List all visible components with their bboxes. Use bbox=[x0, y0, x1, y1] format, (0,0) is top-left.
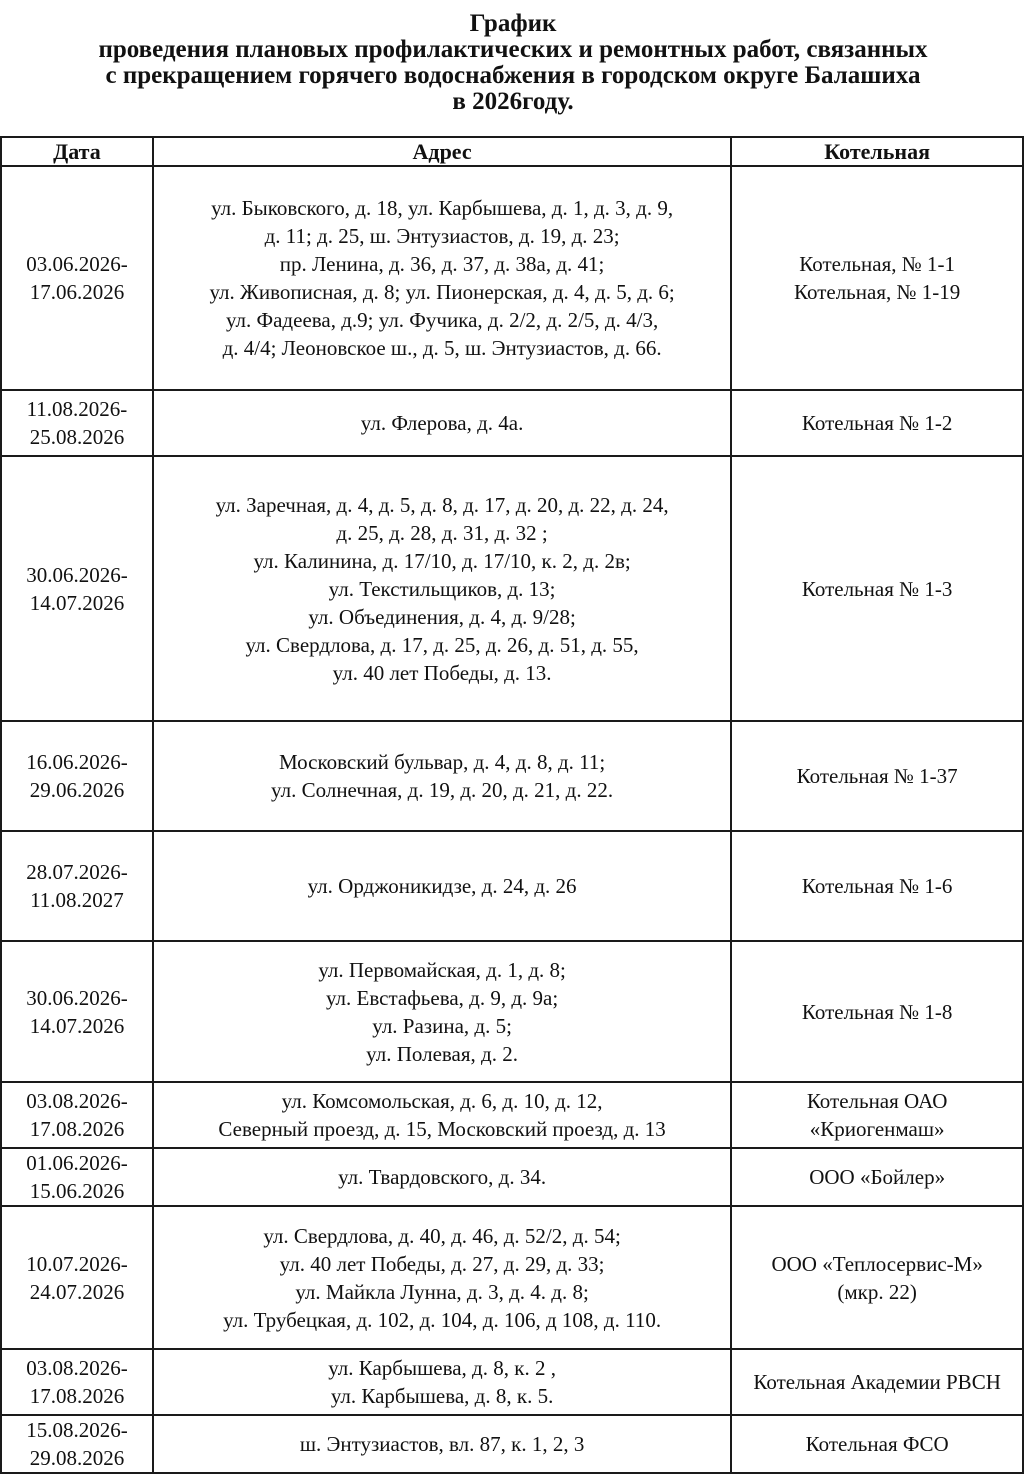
boiler-line: Котельная № 1-2 bbox=[801, 411, 953, 435]
table-body bbox=[1, 166, 1023, 1473]
address-line: ул. Разина, д. 5; bbox=[372, 1013, 512, 1038]
date-line: 01.06.2026- bbox=[26, 1151, 128, 1175]
boiler-cell bbox=[731, 1206, 1023, 1349]
address-cell bbox=[153, 941, 731, 1082]
boiler-cell bbox=[731, 721, 1023, 831]
address-line: ул. Карбышева, д. 8, к. 2 , bbox=[328, 1356, 556, 1380]
date-cell bbox=[1, 1415, 153, 1473]
title-line: в 2026году. bbox=[452, 88, 574, 115]
date-cell bbox=[1, 1206, 153, 1349]
address-line: ш. Энтузиастов, вл. 87, к. 1, 2, 3 bbox=[299, 1432, 585, 1456]
date-cell bbox=[1, 1349, 153, 1415]
date-line: 24.07.2026 bbox=[29, 1279, 125, 1304]
address-line: ул. Трубецкая, д. 102, д. 104, д. 106, д 108, д. 110. bbox=[223, 1307, 662, 1332]
address-line: ул. Свердлова, д. 40, д. 46, д. 52/2, д. 54; bbox=[263, 1223, 621, 1248]
table-header-row bbox=[1, 137, 1023, 166]
table-row bbox=[1, 456, 1023, 721]
date-line: 15.06.2026 bbox=[29, 1179, 125, 1203]
boiler-cell bbox=[731, 831, 1023, 941]
table-row bbox=[1, 831, 1023, 941]
boiler-cell bbox=[731, 456, 1023, 721]
date-line: 14.07.2026 bbox=[29, 1013, 125, 1038]
table-row bbox=[1, 166, 1023, 390]
table-row bbox=[1, 1415, 1023, 1473]
boiler-cell bbox=[731, 1349, 1023, 1415]
date-line: 15.08.2026- bbox=[26, 1418, 128, 1442]
column-header-boiler: Котельная bbox=[731, 137, 1023, 166]
date-line: 03.08.2026- bbox=[26, 1089, 128, 1113]
address-line: ул. Первомайская, д. 1, д. 8; bbox=[318, 957, 566, 982]
date-line: 29.08.2026 bbox=[29, 1446, 125, 1470]
boiler-line: Котельная, № 1-1 bbox=[799, 252, 956, 276]
date-cell bbox=[1, 831, 153, 941]
boiler-cell bbox=[731, 941, 1023, 1082]
boiler-line: «Криогенмаш» bbox=[809, 1117, 945, 1141]
date-cell bbox=[1, 941, 153, 1082]
column-header-date: Дата bbox=[1, 137, 153, 166]
boiler-line: (мкр. 22) bbox=[837, 1279, 917, 1304]
table-row bbox=[1, 941, 1023, 1082]
boiler-line: Котельная ОАО bbox=[806, 1089, 948, 1113]
date-line: 03.06.2026- bbox=[26, 252, 128, 276]
address-cell bbox=[153, 456, 731, 721]
address-line: ул. 40 лет Победы, д. 27, д. 29, д. 33; bbox=[279, 1251, 605, 1276]
address-cell bbox=[153, 721, 731, 831]
date-cell bbox=[1, 1082, 153, 1148]
boiler-cell bbox=[731, 390, 1023, 456]
date-cell bbox=[1, 456, 153, 721]
boiler-line: Котельная № 1-3 bbox=[801, 576, 953, 601]
date-cell bbox=[1, 166, 153, 390]
date-cell bbox=[1, 1148, 153, 1206]
address-line: ул. Полевая, д. 2. bbox=[366, 1041, 518, 1066]
address-line: д. 11; д. 25, ш. Энтузиастов, д. 19, д. 23; bbox=[264, 224, 620, 248]
address-line: ул. Майкла Лунна, д. 3, д. 4. д. 8; bbox=[295, 1279, 589, 1304]
date-cell bbox=[1, 721, 153, 831]
date-line: 16.06.2026- bbox=[26, 750, 128, 774]
column-header-address: Адрес bbox=[153, 137, 731, 166]
date-line: 30.06.2026- bbox=[26, 562, 128, 587]
boiler-line: Котельная № 1-8 bbox=[801, 999, 953, 1024]
address-cell bbox=[153, 831, 731, 941]
date-line: 17.06.2026 bbox=[29, 280, 125, 304]
date-line: 25.08.2026 bbox=[29, 425, 125, 449]
boiler-cell bbox=[731, 1148, 1023, 1206]
address-line: ул. Флерова, д. 4а. bbox=[360, 411, 524, 435]
address-cell bbox=[153, 1206, 731, 1349]
title-line: с прекращением горячего водоснабжения в городском округе Балашиха bbox=[105, 62, 921, 89]
table-row bbox=[1, 1206, 1023, 1349]
date-line: 03.08.2026- bbox=[26, 1356, 128, 1380]
address-line: Северный проезд, д. 15, Московский проезд, д. 13 bbox=[218, 1117, 666, 1141]
address-line: ул. Комсомольская, д. 6, д. 10, д. 12, bbox=[281, 1089, 603, 1113]
boiler-cell bbox=[731, 1082, 1023, 1148]
address-cell bbox=[153, 390, 731, 456]
boiler-line: Котельная № 1-37 bbox=[796, 764, 958, 788]
table-row bbox=[1, 1349, 1023, 1415]
address-cell bbox=[153, 1148, 731, 1206]
address-line: пр. Ленина, д. 36, д. 37, д. 38а, д. 41; bbox=[279, 252, 605, 276]
date-line: 17.08.2026 bbox=[29, 1384, 125, 1408]
date-line: 14.07.2026 bbox=[29, 590, 125, 615]
date-line: 17.08.2026 bbox=[29, 1117, 125, 1141]
table-row bbox=[1, 390, 1023, 456]
table-row bbox=[1, 1148, 1023, 1206]
address-line: ул. Заречная, д. 4, д. 5, д. 8, д. 17, д. 20, д. 22, д. 24, bbox=[215, 492, 669, 517]
boiler-line: Котельная, № 1-19 bbox=[794, 280, 961, 304]
date-line: 10.07.2026- bbox=[26, 1251, 128, 1276]
boiler-line: Котельная № 1-6 bbox=[801, 874, 953, 898]
address-line: ул. Свердлова, д. 17, д. 25, д. 26, д. 51, д. 55, bbox=[245, 632, 639, 657]
address-line: ул. Солнечная, д. 19, д. 20, д. 21, д. 22. bbox=[271, 778, 614, 802]
address-line: ул. Евстафьева, д. 9, д. 9а; bbox=[325, 985, 559, 1010]
date-line: 11.08.2027 bbox=[30, 888, 124, 912]
address-line: ул. Быковского, д. 18, ул. Карбышева, д. 1, д. 3, д. 9, bbox=[211, 196, 674, 220]
address-cell bbox=[153, 1349, 731, 1415]
boiler-line: ООО «Теплосервис-М» bbox=[771, 1251, 983, 1276]
title-line: График bbox=[469, 10, 557, 37]
address-line: ул. Калинина, д. 17/10, д. 17/10, к. 2, д. 2в; bbox=[253, 548, 631, 573]
boiler-cell bbox=[731, 1415, 1023, 1473]
address-line: ул. Текстильщиков, д. 13; bbox=[328, 576, 556, 601]
date-line: 11.08.2026- bbox=[26, 397, 128, 421]
document-title bbox=[0, 0, 1026, 136]
address-cell bbox=[153, 166, 731, 390]
title-line: проведения плановых профилактических и ремонтных работ, связанных bbox=[98, 36, 928, 63]
date-cell bbox=[1, 390, 153, 456]
date-line: 29.06.2026 bbox=[29, 778, 125, 802]
address-line: ул. Фадеева, д.9; ул. Фучика, д. 2/2, д. 2/5, д. 4/3, bbox=[225, 308, 659, 332]
address-line: Московский бульвар, д. 4, д. 8, д. 11; bbox=[278, 750, 606, 774]
address-line: д. 4/4; Леоновское ш., д. 5, ш. Энтузиастов, д. 66. bbox=[222, 336, 662, 360]
address-line: ул. Карбышева, д. 8, к. 5. bbox=[330, 1384, 554, 1408]
address-line: ул. Орджоникидзе, д. 24, д. 26 bbox=[307, 874, 577, 898]
address-line: ул. Живописная, д. 8; ул. Пионерская, д. 4, д. 5, д. 6; bbox=[209, 280, 675, 304]
date-line: 28.07.2026- bbox=[26, 860, 128, 884]
address-line: ул. Объединения, д. 4, д. 9/28; bbox=[308, 604, 576, 629]
boiler-line: Котельная ФСО bbox=[805, 1432, 949, 1456]
address-line: д. 25, д. 28, д. 31, д. 32 ; bbox=[336, 520, 548, 545]
address-line: ул. Твардовского, д. 34. bbox=[338, 1165, 547, 1189]
address-cell bbox=[153, 1082, 731, 1148]
boiler-line: ООО «Бойлер» bbox=[809, 1165, 946, 1189]
address-line: ул. 40 лет Победы, д. 13. bbox=[332, 660, 552, 685]
date-line: 30.06.2026- bbox=[26, 985, 128, 1010]
boiler-line: Котельная Академии РВСН bbox=[753, 1370, 1001, 1394]
schedule-table bbox=[0, 136, 1024, 1474]
address-cell bbox=[153, 1415, 731, 1473]
boiler-cell bbox=[731, 166, 1023, 390]
table-row bbox=[1, 1082, 1023, 1148]
table-row bbox=[1, 721, 1023, 831]
